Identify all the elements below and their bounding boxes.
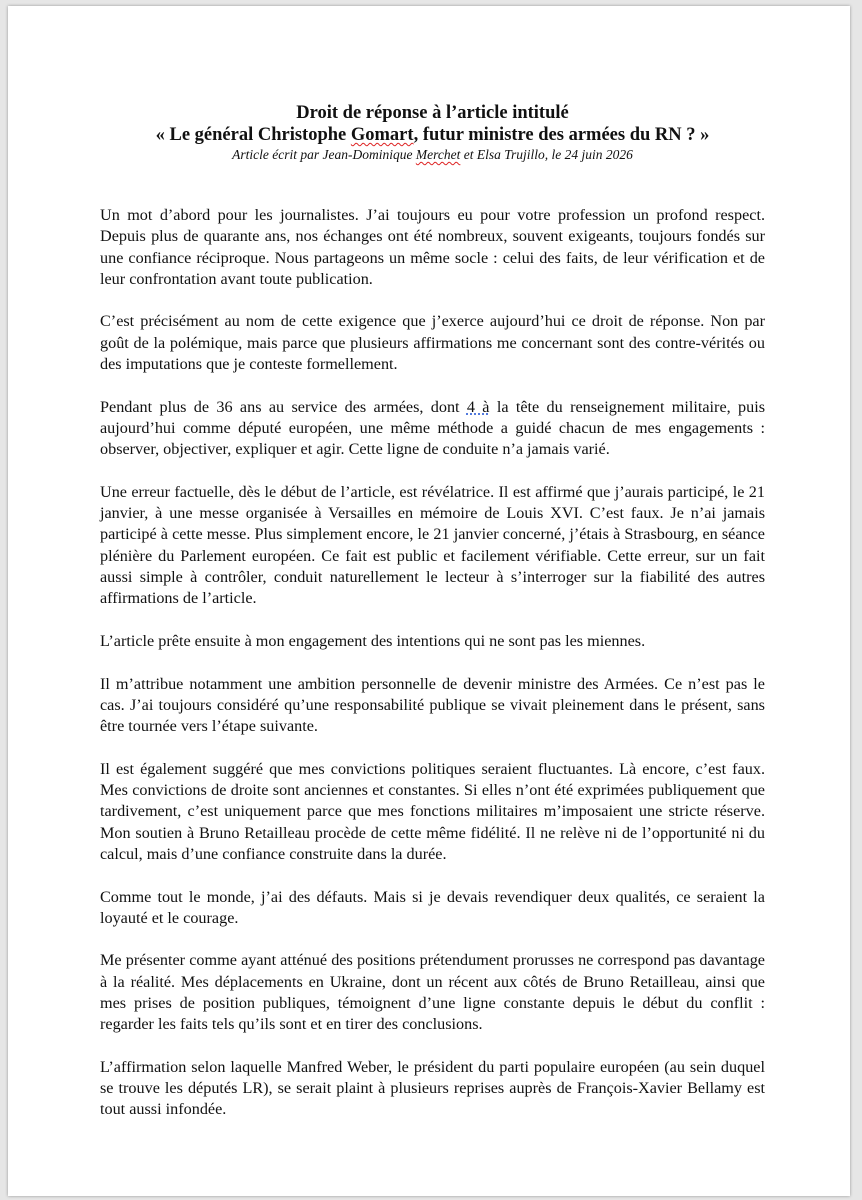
byline-start: Article écrit par Jean-Dominique <box>232 147 416 162</box>
paragraph-5: L’article prête ensuite à mon engagement des intentions qui ne sont pas les miennes. <box>100 631 646 650</box>
paragraph-8: Comme tout le monde, j’ai des défauts. Mais si je devais revendiquer deux qualités, ce seraient la loyauté et le courage. <box>100 887 765 927</box>
spellcheck-flagged-word: Gomart <box>350 125 414 145</box>
document-body <box>100 205 765 1121</box>
title-line-1 <box>100 102 765 124</box>
title-line-2-end: , futur ministre des armées du RN ? » <box>413 125 710 145</box>
paragraph-9: Me présenter comme ayant atténué des positions prétendument prorusses ne correspond pas davantage à la réalité. Mes déplacements en Ukraine, dont un récent aux côtés de Bruno Retailleau, ainsi que mes prises de position publiques, témoignent d’une ligne constante depuis le début du conflit : regarder les faits tels qu’ils sont et en tirer des conclusions. <box>100 951 765 1034</box>
title-line-2 <box>100 124 765 146</box>
paragraph-3-start: Pendant plus de 36 ans au service des armées, dont <box>100 397 467 416</box>
title-line-1-text: Droit de réponse à l’article intitulé <box>296 103 569 123</box>
title-line-2-start: « Le général Christophe <box>155 125 351 145</box>
paragraph-3-end: la tête du renseignement militaire, puis aujourd’hui comme député européen, une même méthode a guidé chacun de mes engagements : observer, objectiver, expliquer et agir. Cette ligne de conduite n’a jamais varié. <box>100 397 765 459</box>
byline-end: et Elsa Trujillo, le 24 juin 2026 <box>460 147 633 162</box>
paragraph-7: Il est également suggéré que mes convictions politiques seraient fluctuantes. Là encore, c’est faux. Mes convictions de droite sont anciennes et constantes. Si elles n’ont été exprimées publiquement que tardivement, c’est uniquement parce que mes fonctions militaires m’imposaient une stricte réserve. Mon soutien à Bruno Retailleau procède de cette même fidélité. Il ne relève ni de l’opportunité ni du calcul, mais d’une confiance construite dans la durée. <box>100 759 765 863</box>
paragraph-6: Il m’attribue notamment une ambition personnelle de devenir ministre des Armées. Ce n’est pas le cas. J’ai toujours considéré qu’une responsabilité publique se vivait pleinement dans le présent, sans être tournée vers l’étape suivante. <box>100 674 765 736</box>
byline <box>100 146 765 163</box>
paragraph-2: C’est précisément au nom de cette exigence que j’exerce aujourd’hui ce droit de réponse. Non par goût de la polémique, mais parce que plusieurs affirmations me concernant sont des contre-vérités ou des imputations que je conteste formellement. <box>100 312 765 374</box>
document-content <box>100 102 765 1142</box>
paragraph-1: Un mot d’abord pour les journalistes. J’ai toujours eu pour votre profession un profond respect. Depuis plus de quarante ans, nos échanges ont été nombreux, souvent exigeants, toujours fondés sur une confiance réciproque. Nous partageons un même socle : celui des faits, de leur vérification et de leur confrontation avant toute publication. <box>100 206 765 288</box>
paragraph-3 <box>100 397 765 461</box>
paragraph-10: L’affirmation selon laquelle Manfred Weber, le président du parti populaire européen (au sein duquel se trouve les députés LR), se serait plaint à plusieurs reprises auprès de François-Xavier Bellamy est tout aussi infondée. <box>100 1057 765 1119</box>
grammar-flagged-text: 4 à <box>466 397 490 416</box>
paragraph-4: Une erreur factuelle, dès le début de l’article, est révélatrice. Il est affirmé que j’aurais participé, le 21 janvier, à une messe organisée à Versailles en mémoire de Louis XVI. C’est faux. Je n’ai jamais participé à cette messe. Plus simplement encore, le 21 janvier concerné, j’étais à Strasbourg, en séance plénière du Parlement européen. Ce fait est public et facilement vérifiable. Cette erreur, sur un fait aussi simple à contrôler, conduit naturellement le lecteur à s’interroger sur la fiabilité des autres affirmations de l’article. <box>100 482 765 608</box>
document-page <box>8 6 850 1196</box>
spellcheck-flagged-word: Merchet <box>415 147 461 162</box>
